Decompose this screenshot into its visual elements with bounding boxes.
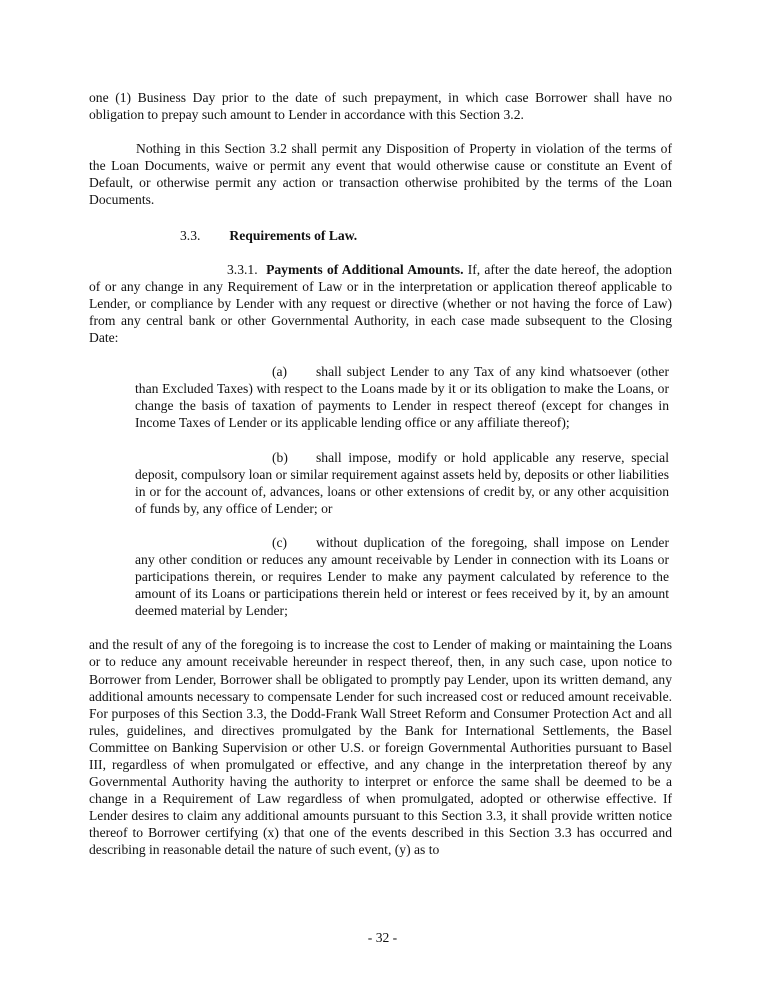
clause-label: (b) bbox=[272, 449, 288, 465]
clause-a bbox=[135, 363, 669, 431]
clause-label: (a) bbox=[272, 364, 288, 380]
nothing-in-section-paragraph: Nothing in this Section 3.2 shall permit any Disposition of Property in violation of the terms of the Loan Documents, waive or permit any event that would otherwise cause or constitute an Event of Default, or otherwise permit any action or transaction otherwise prohibited by the terms of the Loan Documents. bbox=[89, 141, 672, 208]
clause-b bbox=[135, 449, 669, 517]
continuation-paragraph: one (1) Business Day prior to the date of such prepayment, in which case Borrower shall have no obligation to prepay such amount to Lender in accordance with this Section 3.2. bbox=[89, 90, 672, 123]
subsection-number: 3.3.1. bbox=[227, 261, 258, 277]
subsection-title: Payments of Additional Amounts. bbox=[266, 261, 464, 277]
page-number: - 32 - bbox=[367, 930, 398, 945]
clause-text: shall subject Lender to any Tax of any kind whatsoever (other than Excluded Taxes) with respect to the Loans made by it or its obligation to make the Loans, or change the basis of taxation of payments to Lender in respect thereof (except for changes in Income Taxes of Lender or its applicable lending office or any affiliate thereof); bbox=[135, 364, 669, 431]
clause-c bbox=[135, 534, 669, 619]
result-paragraph: and the result of any of the foregoing is to increase the cost to Lender of making or maintaining the Loans or to reduce any amount receivable hereunder in respect thereof, then, in any such case, upon notice to Borrower from Lender, Borrower shall be obligated to promptly pay Lender, upon its written demand, any additional amounts necessary to compensate Lender for such increased cost or reduced amount receivable. For purposes of this Section 3.3, the Dodd-Frank Wall Street Reform and Consumer Protection Act and all rules, guidelines, and directives promulgated by the Bank for International Settlements, the Basel Committee on Banking Supervision or other U.S. or foreign Governmental Authorities pursuant to Basel III, regardless of when promulgated or effective, and any change in the interpretation thereof by any Governmental Authority having the authority to interpret or enforce the same shall be deemed to be a change in a Requirement of Law regardless of when promulgated, adopted or otherwise effective. If Lender desires to claim any additional amounts pursuant to this Section 3.3, it shall provide written notice thereof to Borrower certifying (x) that one of the events described in this Section 3.3 has occurred and describing in reasonable detail the nature of such event, (y) as to bbox=[89, 637, 672, 858]
section-number: 3.3. bbox=[180, 227, 201, 243]
clause-text: shall impose, modify or hold applicable any reserve, special deposit, compulsory loan or similar requirement against assets held by, deposits or other liabilities in or for the account of, advances, loans or other extensions of credit by, or any other acquisition of funds by, any office of Lender; or bbox=[135, 449, 669, 516]
clause-text: without duplication of the foregoing, shall impose on Lender any other condition or reduces any amount receivable by Lender in connection with its Loans or participations therein, or requires Lender to make any payment calculated by reference to the amount of its Loans or participations therein held or interest or fees received by it, by an amount deemed material by Lender; bbox=[135, 534, 669, 619]
subsection-3-3-1-paragraph bbox=[89, 261, 672, 346]
page-body bbox=[89, 89, 672, 859]
clause-label: (c) bbox=[272, 534, 288, 550]
section-heading-3-3 bbox=[89, 227, 672, 244]
subsection-text: If, after the date hereof, the adoption of or any change in any Requirement of Law or in the interpretation or application thereof applicable to Lender, or compliance by Lender with any request or directive (whether or not having the force of Law) from any central bank or other Governmental Authority, in each case made subsequent to the Closing Date: bbox=[89, 261, 673, 346]
section-title: Requirements of Law. bbox=[229, 227, 358, 243]
